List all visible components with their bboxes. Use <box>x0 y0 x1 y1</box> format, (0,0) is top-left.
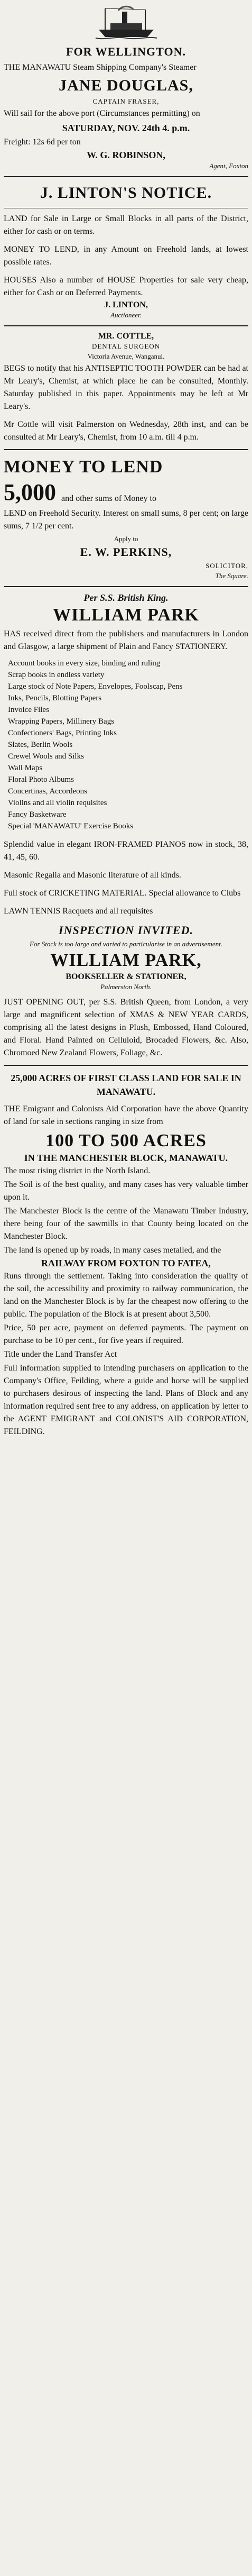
park-item: Slates, Berlin Wools <box>8 741 73 749</box>
money-ad <box>4 455 248 581</box>
acres-p8: Title under the Land Transfer Act <box>4 1350 117 1359</box>
park-ad <box>4 592 248 1059</box>
divider <box>4 586 248 587</box>
newspaper-column <box>4 0 248 1438</box>
sail-date: SATURDAY, NOV. 24th 4. p.m. <box>62 123 190 133</box>
acres-ad <box>4 1071 248 1438</box>
linton-p3: HOUSES Also a number of HOUSE Properties for sale very cheap, either for Cash or on Deferred Payments. <box>4 276 248 297</box>
divider <box>4 449 248 450</box>
ship-name: JANE DOUGLAS, <box>59 77 193 94</box>
wellington-intro: THE MANAWATU Steam Shipping Company's Steamer <box>4 63 197 72</box>
acres-range: 100 TO 500 ACRES <box>45 1131 207 1150</box>
park-items <box>4 657 248 832</box>
cottle-p2: Mr Cottle will visit Palmerston on Wednesday, 28th inst, and can be consulted at Mr Leary's, Chemist, from 10 a.m. till 4 p.m. <box>4 420 248 442</box>
acres-p3: The Soil is of the best quality, and many cases has very valuable timber upon it. <box>4 1180 248 1202</box>
park-pianos: Splendid value in elegant IRON-FRAMED PIANOS now in stock, 38, 41, 45, 60. <box>4 840 248 862</box>
divider <box>4 325 248 326</box>
park-cricket: Full stock of CRICKETING MATERIAL. Special allowance to Clubs <box>4 889 241 898</box>
money-apply: Apply to <box>114 535 138 543</box>
linton-signature: J. LINTON, <box>104 300 148 309</box>
steamship-icon <box>95 4 158 41</box>
park-name: WILLIAM PARK <box>53 605 199 625</box>
acres-p6: Runs through the settlement. Taking into consideration the quality of the soil, the accessibility and proximity to railway communication, the land on the Manchester Block is by far the cheapest now offering to the public. The population of the Block is at present about 3,500. <box>4 1272 248 1319</box>
cottle-role: DENTAL SURGEON <box>91 342 161 350</box>
freight: Freight: 12s 6d per ton <box>4 138 81 147</box>
park-item: Floral Photo Albums <box>8 775 74 784</box>
acres-p7: Price, 50 per acre, payment on deferred payments. The payment on purchase to be 10 per cent., for five years if required. <box>4 1323 248 1345</box>
park-p1: HAS received direct from the publishers and manufacturers in London and Glasgow, a large shipment of Plain and Fancy STATIONERY. <box>4 629 248 651</box>
money-amount-row <box>4 479 248 506</box>
park-role2: BOOKSELLER & STATIONER, <box>66 972 186 981</box>
linton-p1: LAND for Sale in Large or Small Blocks in all parts of the District, either for cash or on terms. <box>4 214 248 236</box>
park-item: Crewel Wools and Silks <box>8 752 84 761</box>
park-item: Wall Maps <box>8 764 43 772</box>
park-item: Inks, Pencils, Blotting Papers <box>8 694 102 702</box>
acres-p9: Full information supplied to intending purchasers on application to the Company's Office, Feilding, where a guide and horse will be supplied to purchasers desirous of inspecting the land. Plans of Block and any information required sent free to any address, on application by letter to the AGENT EMIGRANT and COLONIST'S AID CORPORATION, FEILDING. <box>4 1364 248 1436</box>
park-item: Fancy Basketware <box>8 810 67 819</box>
linton-title: J. LINTON'S NOTICE. <box>40 184 212 202</box>
agent-name: W. G. ROBINSON, <box>87 150 165 160</box>
park-ship-line: Per S.S. British King. <box>83 592 169 603</box>
acres-p4: The Manchester Block is the centre of the Manawatu Timber Industry, there being four of the sawmills in that County being located on the Manchester Block. <box>4 1207 248 1241</box>
park-item: Large stock of Note Papers, Envelopes, Foolscap, Pens <box>8 682 183 691</box>
money-amount-tail: and other sums of Money to <box>61 494 156 503</box>
park-item: Special 'MANAWATU' Exercise Books <box>8 822 134 830</box>
park-place2: Palmerston North. <box>100 983 152 991</box>
linton-notice <box>4 182 248 320</box>
acres-p1: THE Emigrant and Colonists Aid Corporation have the above Quantity of land for sale in sections ranging in size from <box>4 1104 248 1126</box>
acres-block: IN THE MANCHESTER BLOCK, MANAWATU. <box>24 1153 228 1163</box>
park-masonic: Masonic Regalia and Masonic literature of all kinds. <box>4 871 181 880</box>
money-amount: 5,000 <box>4 479 56 505</box>
park-opening: JUST OPENING OUT, per S.S. British Queen, from London, a very large and magnificent selection of XMAS & NEW YEAR CARDS, comprising all the latest designs in Plush, Embossed, Hand Coloured, and Floral. Hand Painted on Celluloid, Brocaded Flowers, &c. Also, Chromoed New Zealand Flowers, Foliage, &c. <box>4 998 248 1057</box>
linton-role: Auctioneer. <box>110 311 142 319</box>
acres-p2: The most rising district in the North Island. <box>4 1166 151 1175</box>
wellington-ad <box>4 4 248 171</box>
cottle-name: MR. COTTLE, <box>98 332 154 341</box>
park-item: Account books in every size, binding and ruling <box>8 659 161 668</box>
money-place: The Square. <box>215 572 248 580</box>
park-item: Invoice Files <box>8 706 49 714</box>
cottle-address: Victoria Avenue, Wanganui. <box>87 352 165 360</box>
park-invited-sub: For Stock is too large and varied to particularise in an advertisement. <box>30 940 222 948</box>
acres-railway: RAILWAY FROM FOXTON TO FATEA, <box>41 1258 211 1268</box>
park-tennis: LAWN TENNIS Racquets and all requisites <box>4 907 153 916</box>
captain-name: CAPTAIN FRASER, <box>92 97 160 105</box>
park-name2: WILLIAM PARK, <box>50 951 202 970</box>
wellington-title: FOR WELLINGTON. <box>66 45 186 58</box>
sail-notice: Will sail for the above port (Circumstances permitting) on <box>4 109 200 118</box>
park-item: Concertinas, Accordeons <box>8 787 87 796</box>
cottle-p1: BEGS to notify that his ANTISEPTIC TOOTH POWDER can be had at Mr Leary's, Chemist, at which place he can be consulted, Monthly. Saturday published in this paper. Appointments may be left at Mr Leary's. <box>4 364 248 411</box>
acres-title: 25,000 ACRES OF FIRST CLASS LAND FOR SALE IN MANAWATU. <box>11 1073 241 1097</box>
divider <box>4 1065 248 1066</box>
park-item: Scrap books in endless variety <box>8 671 105 679</box>
park-item: Wrapping Papers, Millinery Bags <box>8 717 115 726</box>
money-p1: LEND on Freehold Security. Interest on small sums, 8 per cent; on large sums, 7 1/2 per cent. <box>4 509 248 531</box>
acres-p5: The land is opened up by roads, in many cases metalled, and the <box>4 1246 221 1255</box>
park-item: Violins and all violin requisites <box>8 799 107 807</box>
divider <box>4 176 248 177</box>
money-name: E. W. PERKINS, <box>80 545 172 559</box>
park-item: Confectioners' Bags, Printing Inks <box>8 729 117 737</box>
park-invited: INSPECTION INVITED. <box>59 924 193 937</box>
agent-role: Agent, Foxton <box>209 162 248 170</box>
linton-p2: MONEY TO LEND, in any Amount on Freehold lands, at lowest possible rates. <box>4 245 248 267</box>
cottle-ad <box>4 332 248 444</box>
money-role: SOLICITOR, <box>206 562 248 570</box>
money-title: MONEY TO LEND <box>4 457 163 477</box>
